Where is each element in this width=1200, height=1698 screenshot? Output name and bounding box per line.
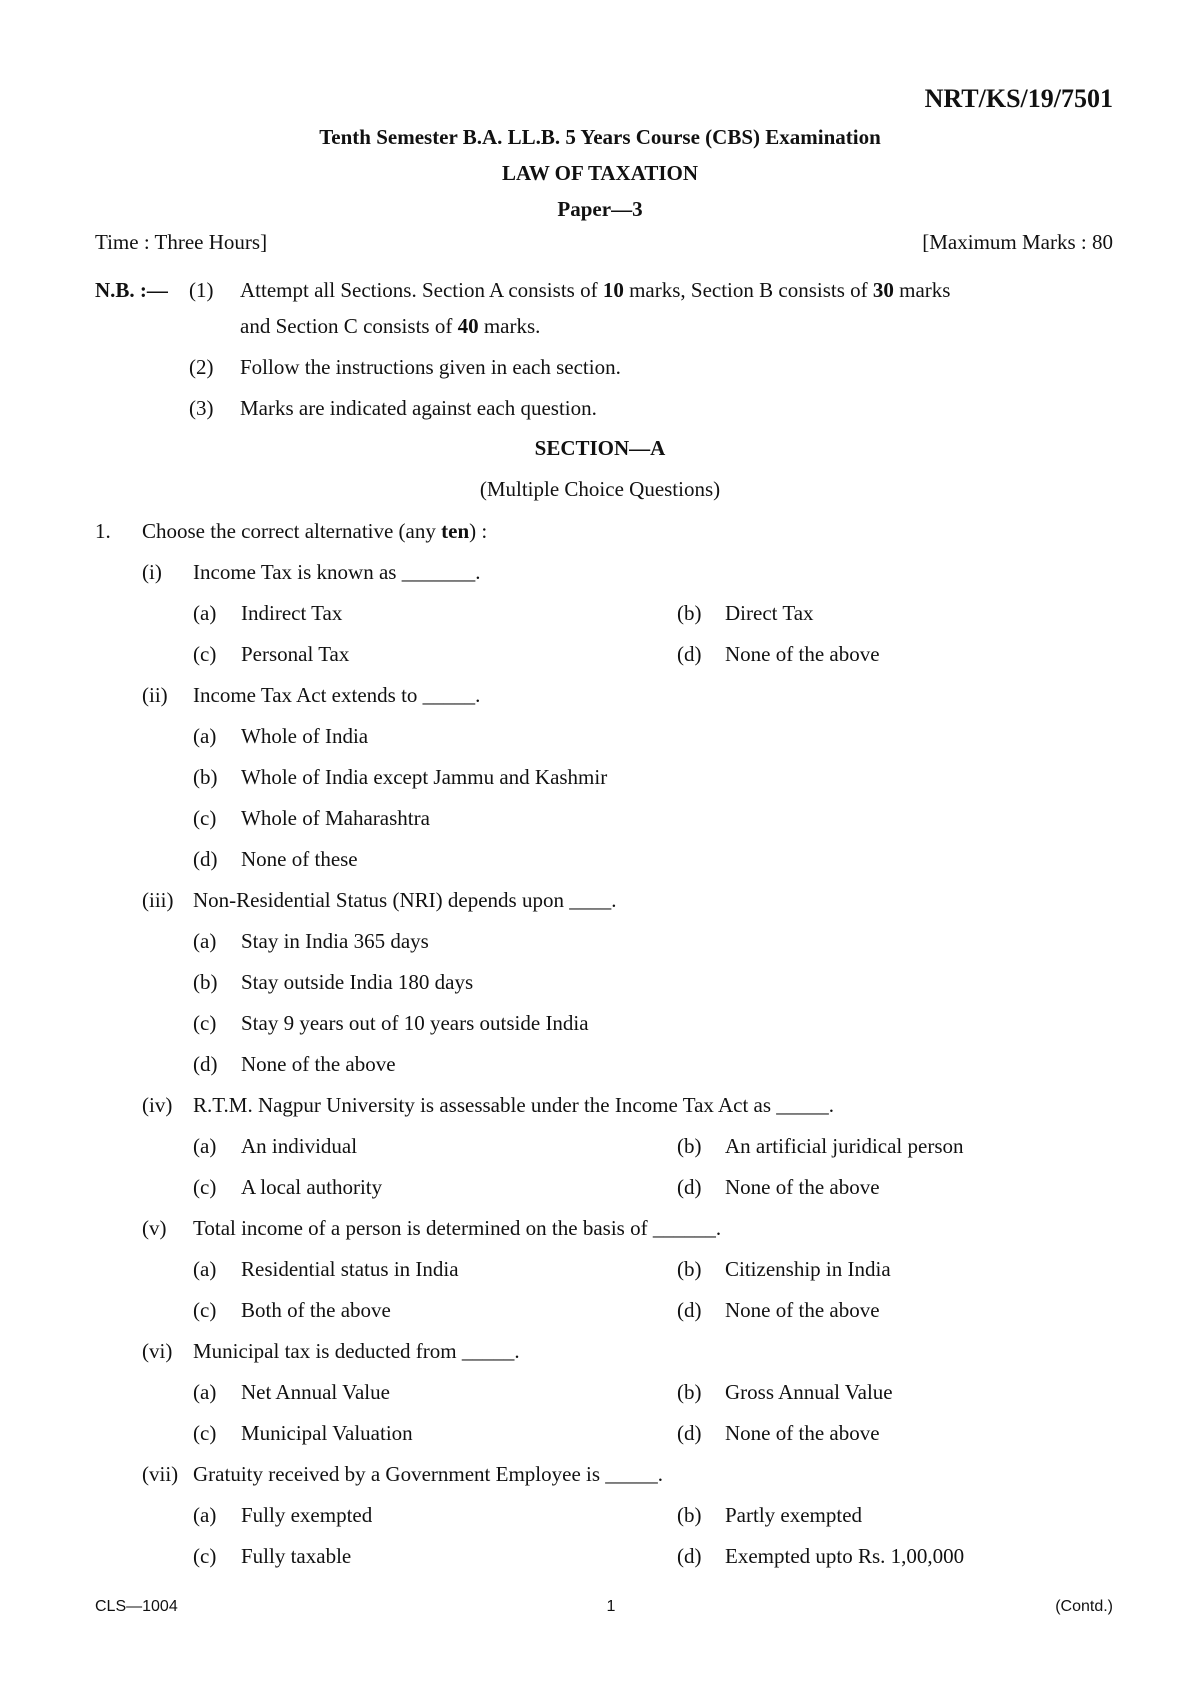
sub-question-number: (iii) [142,888,174,912]
option-label: (a) [193,1257,217,1281]
nb-item-number: (3) [189,396,214,420]
paper-number: Paper—3 [557,197,643,221]
option-label: (c) [193,1011,217,1035]
sub-question-text: Municipal tax is deducted from _____. [193,1339,520,1363]
option-text: None of the above [725,1298,880,1322]
option-label: (a) [193,724,217,748]
option-label: (d) [193,847,218,871]
option-text: Stay outside India 180 days [241,970,474,994]
option-label: (b) [677,1257,702,1281]
option-text: An individual [241,1134,358,1158]
sub-question-text: Income Tax Act extends to _____. [193,683,481,707]
option-text: Indirect Tax [241,601,343,625]
option-label: (d) [677,1175,702,1199]
option-text: Net Annual Value [241,1380,390,1404]
sub-question-number: (iv) [142,1093,173,1117]
option-text: A local authority [241,1175,383,1199]
option-label: (d) [193,1052,218,1076]
option-label: (a) [193,1380,217,1404]
option-text: None of the above [241,1052,396,1076]
max-marks-label: [Maximum Marks : 80 [922,230,1113,254]
option-label: (d) [677,1421,702,1445]
option-label: (b) [677,1134,702,1158]
option-text: None of the above [725,642,880,666]
option-text: Municipal Valuation [241,1421,413,1445]
sub-question-number: (i) [142,560,162,584]
exam-title: Tenth Semester B.A. LL.B. 5 Years Course (CBS) Examination [319,125,881,149]
section-title: SECTION—A [534,436,666,460]
option-label: (c) [193,1175,217,1199]
option-label: (b) [677,1380,702,1404]
nb-item-number: (1) [189,278,214,302]
footer-code: CLS—1004 [95,1598,178,1615]
option-text: Whole of Maharashtra [241,806,430,830]
sub-question-text: Total income of a person is determined on the basis of ______. [193,1216,722,1240]
nb-item-text: Attempt all Sections. Section A consists of 10 marks, Section B consists of 30 marks [240,278,951,302]
nb-item-number: (2) [189,355,214,379]
option-label: (c) [193,1544,217,1568]
sub-question-number: (vi) [142,1339,173,1363]
option-label: (b) [193,765,218,789]
option-text: Fully exempted [241,1503,373,1527]
option-text: None of the above [725,1175,880,1199]
page-number: 1 [606,1598,616,1615]
option-label: (c) [193,642,217,666]
nb-label: N.B. :— [95,278,168,302]
nb-item-text: Follow the instructions given in each section. [240,355,621,379]
contd-label: (Contd.) [1055,1598,1113,1615]
option-label: (d) [677,1298,702,1322]
sub-question-number: (ii) [142,683,168,707]
option-text: An artificial juridical person [725,1134,964,1158]
option-text: Exempted upto Rs. 1,00,000 [725,1544,965,1568]
option-text: Gross Annual Value [725,1380,893,1404]
option-label: (a) [193,929,217,953]
option-label: (c) [193,1421,217,1445]
option-text: Citizenship in India [725,1257,891,1281]
option-text: Partly exempted [725,1503,863,1527]
nb-item-text: Marks are indicated against each question. [240,396,597,420]
subject-title: LAW OF TAXATION [501,161,699,185]
option-label: (a) [193,1503,217,1527]
option-label: (c) [193,1298,217,1322]
option-label: (a) [193,601,217,625]
sub-question-text: Income Tax is known as _______. [193,560,481,584]
option-label: (b) [677,1503,702,1527]
option-label: (d) [677,642,702,666]
option-label: (d) [677,1544,702,1568]
sub-question-number: (vii) [142,1462,179,1486]
question-text: Choose the correct alternative (any ten) : [142,519,488,543]
option-label: (b) [193,970,218,994]
question-number: 1. [95,519,111,543]
option-label: (b) [677,601,702,625]
time-label: Time : Three Hours] [95,230,268,254]
sub-question-text: R.T.M. Nagpur University is assessable under the Income Tax Act as _____. [193,1093,835,1117]
option-text: Residential status in India [241,1257,459,1281]
option-text: Personal Tax [241,642,350,666]
sub-question-text: Non-Residential Status (NRI) depends upon ____. [193,888,617,912]
option-label: (c) [193,806,217,830]
option-text: Whole of India except Jammu and Kashmir [241,765,608,789]
option-text: Fully taxable [241,1544,352,1568]
option-text: Whole of India [241,724,369,748]
paper-code: NRT/KS/19/7501 [924,84,1113,113]
option-text: Both of the above [241,1298,391,1322]
option-text: Stay in India 365 days [241,929,429,953]
option-text: Direct Tax [725,601,814,625]
option-text: None of these [241,847,358,871]
sub-question-text: Gratuity received by a Government Employee is _____. [193,1462,664,1486]
section-subtitle: (Multiple Choice Questions) [479,477,721,501]
sub-question-number: (v) [142,1216,167,1240]
option-text: None of the above [725,1421,880,1445]
option-text: Stay 9 years out of 10 years outside India [241,1011,589,1035]
option-label: (a) [193,1134,217,1158]
nb-item-text-continued: and Section C consists of 40 marks. [240,314,541,338]
